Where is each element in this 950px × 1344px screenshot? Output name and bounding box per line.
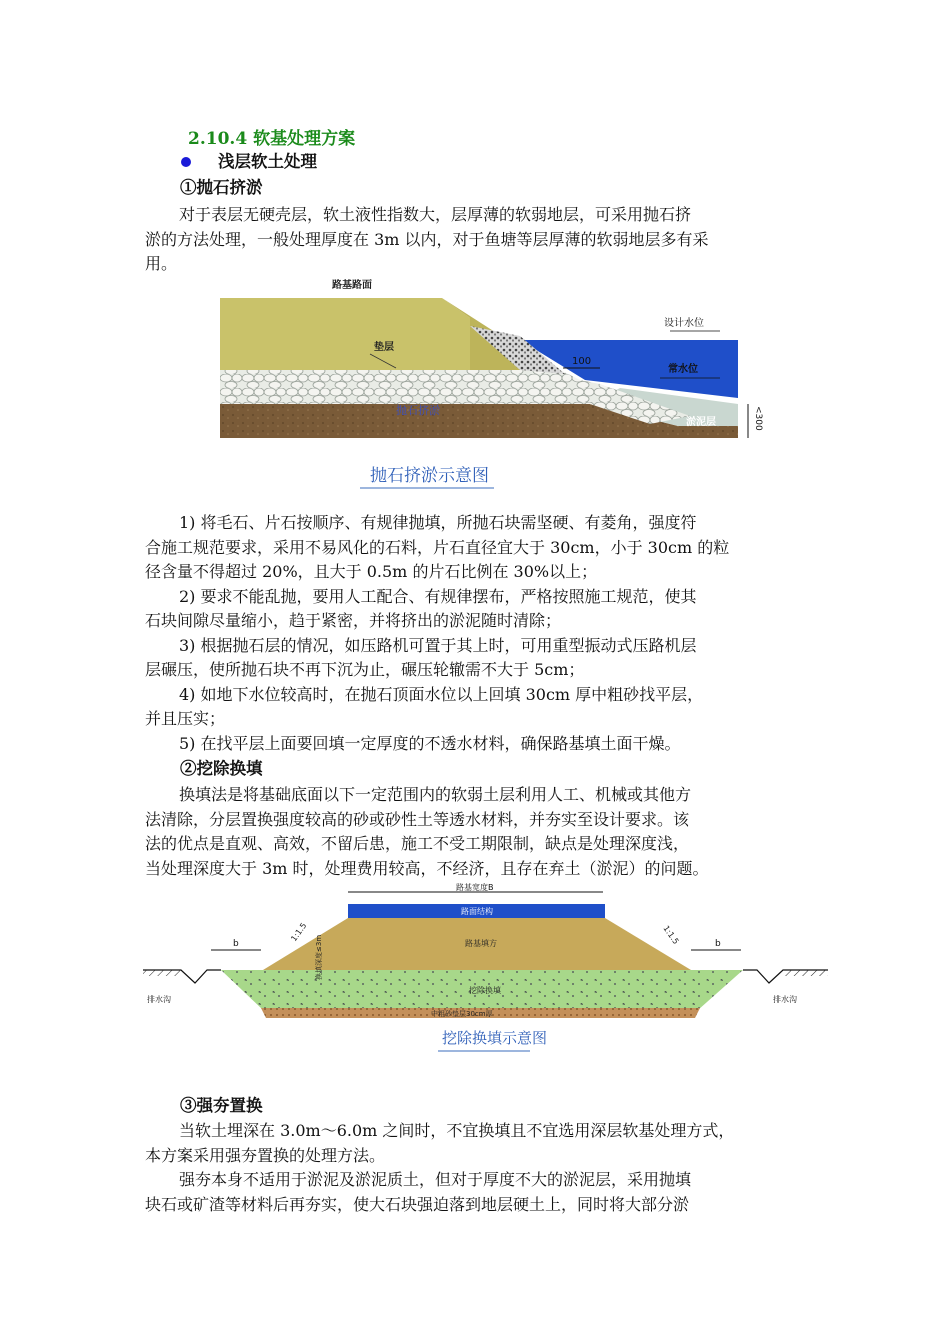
intro-line: 淤的方法处理，一般处理厚度在 3m 以内，对于鱼塘等层厚薄的软弱地层多有采 [145, 229, 709, 249]
step-line: 径含量不得超过 20%，且大于 0.5m 的片石比例在 30%以上； [145, 562, 598, 581]
replacement-diagram [143, 880, 828, 1025]
text-line: 当软土埋深在 3.0m～6.0m 之间时，不宜换填且不宜选用深层软基处理方式， [179, 1121, 735, 1140]
riprap-diagram [220, 276, 765, 444]
method1-title: ①抛石挤淤 [180, 178, 263, 197]
step-line: 1) 将毛石、片石按顺序、有规律抛填，所抛石块需坚硬、有菱角，强度符 [179, 513, 697, 532]
text-line: 本方案采用强夯置换的处理方法。 [145, 1145, 386, 1165]
text-line: 强夯本身不适用于淤泥及淤泥质土，但对于厚度不大的淤泥层，采用抛填 [179, 1170, 692, 1189]
b-left-label: b [233, 939, 239, 949]
text-line: 当处理深度大于 3m 时，处理费用较高，不经济，且存在弃土（淤泥）的问题。 [145, 858, 709, 878]
embankment [220, 298, 470, 370]
sand-label: 中粗砂垫层30cm厚 [431, 1010, 493, 1018]
road-surface-label: 路基路面 [332, 280, 372, 291]
text-line: 法清除，分层置换强度较高的砂或砂性土等透水材料，并夯实至设计要求。该 [145, 809, 690, 829]
design-water-label: 设计水位 [664, 318, 704, 329]
method3-title: ③强夯置换 [180, 1096, 263, 1115]
bullet-icon [181, 157, 191, 167]
text-line: 块石或矿渣等材料后再夯实，使大石块强迫落到地层硬土上，同时将大部分淤 [145, 1194, 690, 1214]
intro-line: 用。 [145, 254, 178, 273]
method2-title: ②挖除换填 [180, 759, 263, 778]
section-title: 2.10.4 软基处理方案 [188, 129, 356, 149]
figure1-caption: 抛石挤淤示意图 [370, 466, 489, 486]
replace-label: 挖除换填 [469, 986, 501, 995]
pavement-label: 路面结构 [461, 907, 493, 916]
method2-text [145, 783, 815, 881]
step-line: 石块间隙尽量缩小，趋于紧密，并将挤出的淤泥随时清除； [145, 611, 562, 630]
text-line: 换填法是将基础底面以下一定范围内的软弱土层利用人工、机械或其他方 [179, 785, 692, 804]
method3-text [145, 1119, 815, 1217]
ditch-left-label: 排水沟 [147, 995, 171, 1004]
cushion-label: 垫层 [374, 342, 394, 353]
step-line: 4) 如地下水位较高时，在抛石顶面水位以上回填 30cm 厚中粗砂找平层， [179, 684, 704, 704]
slope-right-label: 1:1.5 [661, 923, 681, 946]
intro-line: 对于表层无硬壳层，软土液性指数大，层厚薄的软弱地层，可采用抛石挤 [179, 205, 692, 224]
method1-intro [145, 203, 815, 277]
step-line: 合施工规范要求，采用不易风化的石料，片石直径宜大于 30cm，小于 30cm 的粒 [145, 537, 730, 557]
step-line: 2) 要求不能乱抛，要用人工配合、有规律摆布，严格按照施工规范，使其 [179, 586, 697, 606]
normal-water-label: 常水位 [668, 364, 698, 375]
riprap-label: 抛石挤淤 [396, 404, 440, 417]
subsection-title: 浅层软土处理 [218, 152, 317, 171]
step-line: 层碾压，使所抛石块不再下沉为止，碾压轮辙需不大于 5cm； [145, 660, 585, 679]
fill-label: 路基填方 [465, 939, 497, 948]
step-line: 并且压实； [145, 709, 226, 728]
thickness-label: <300 [753, 406, 763, 431]
width-label: 100 [572, 356, 592, 367]
road-width-label: 路基宽度B [456, 883, 494, 892]
slope-left-label: 1:1.5 [289, 921, 309, 944]
text-line: 法的优点是直观、高效，不留后患，施工不受工期限制，缺点是处理深度浅， [145, 834, 690, 853]
step-line: 3) 根据抛石层的情况，如压路机可置于其上时，可用重型振动式压路机层 [179, 635, 697, 655]
ditch-right-label: 排水沟 [773, 995, 797, 1004]
step-line: 5) 在找平层上面要回填一定厚度的不透水材料，确保路基填土面干燥。 [179, 733, 681, 753]
silt-label: 淤泥层 [686, 417, 716, 428]
method1-steps [145, 511, 815, 756]
figure2-caption: 挖除换填示意图 [442, 1029, 548, 1047]
depth-label: 换填深度≤3m [315, 934, 323, 980]
b-right-label: b [715, 939, 721, 949]
